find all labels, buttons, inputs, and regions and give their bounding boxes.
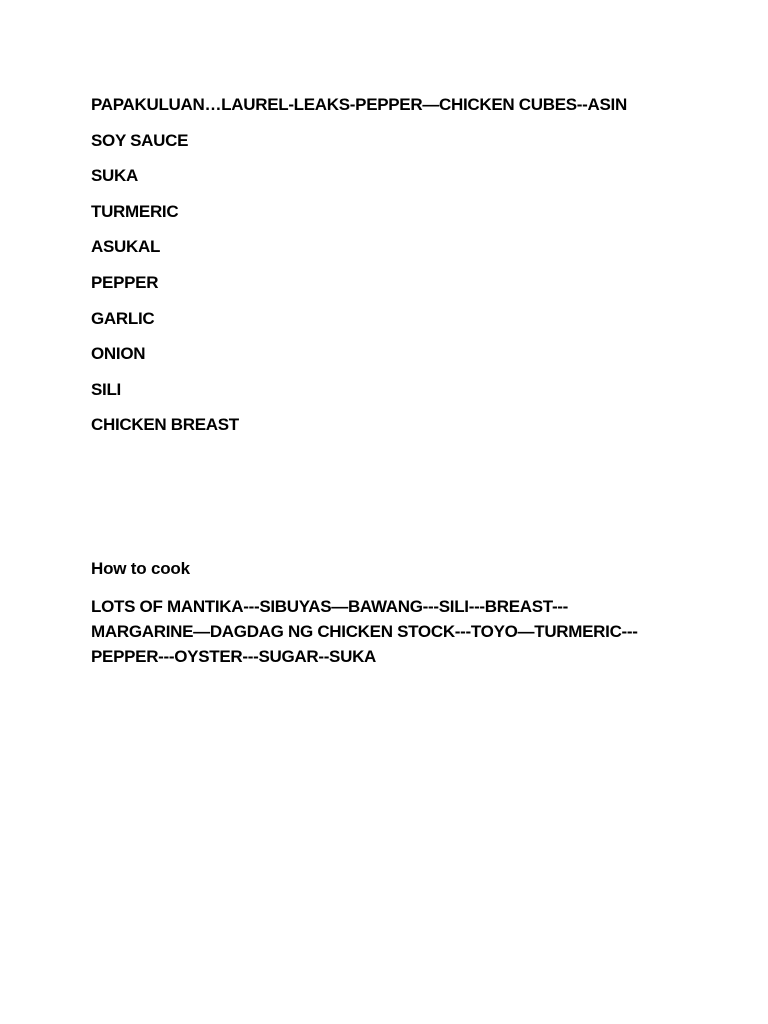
ingredient-item: SUKA xyxy=(91,166,138,186)
ingredient-item: PEPPER xyxy=(91,272,159,292)
ingredient-item: GARLIC xyxy=(91,308,155,328)
how-to-cook-steps: LOTS OF MANTIKA---SIBUYAS—BAWANG---SILI---BREAST---MARGARINE—DAGDAG NG CHICKEN STOCK---TOYO—TURMERIC---PEPPER---OYSTER---SUGAR--SUKA xyxy=(91,597,638,666)
how-to-cook-heading: How to cook xyxy=(91,559,190,578)
ingredient-item: TURMERIC xyxy=(91,201,179,221)
ingredient-item: ASUKAL xyxy=(91,237,161,257)
document-content xyxy=(91,94,691,666)
ingredient-item: SOY SAUCE xyxy=(91,130,189,150)
ingredient-item: PAPAKULUAN…LAUREL-LEAKS-PEPPER—CHICKEN CUBES--ASIN xyxy=(91,95,627,114)
ingredient-list xyxy=(91,94,691,436)
ingredient-item: ONION xyxy=(91,344,146,364)
ingredient-item: SILI xyxy=(91,379,121,399)
ingredient-item: CHICKEN BREAST xyxy=(91,415,239,435)
